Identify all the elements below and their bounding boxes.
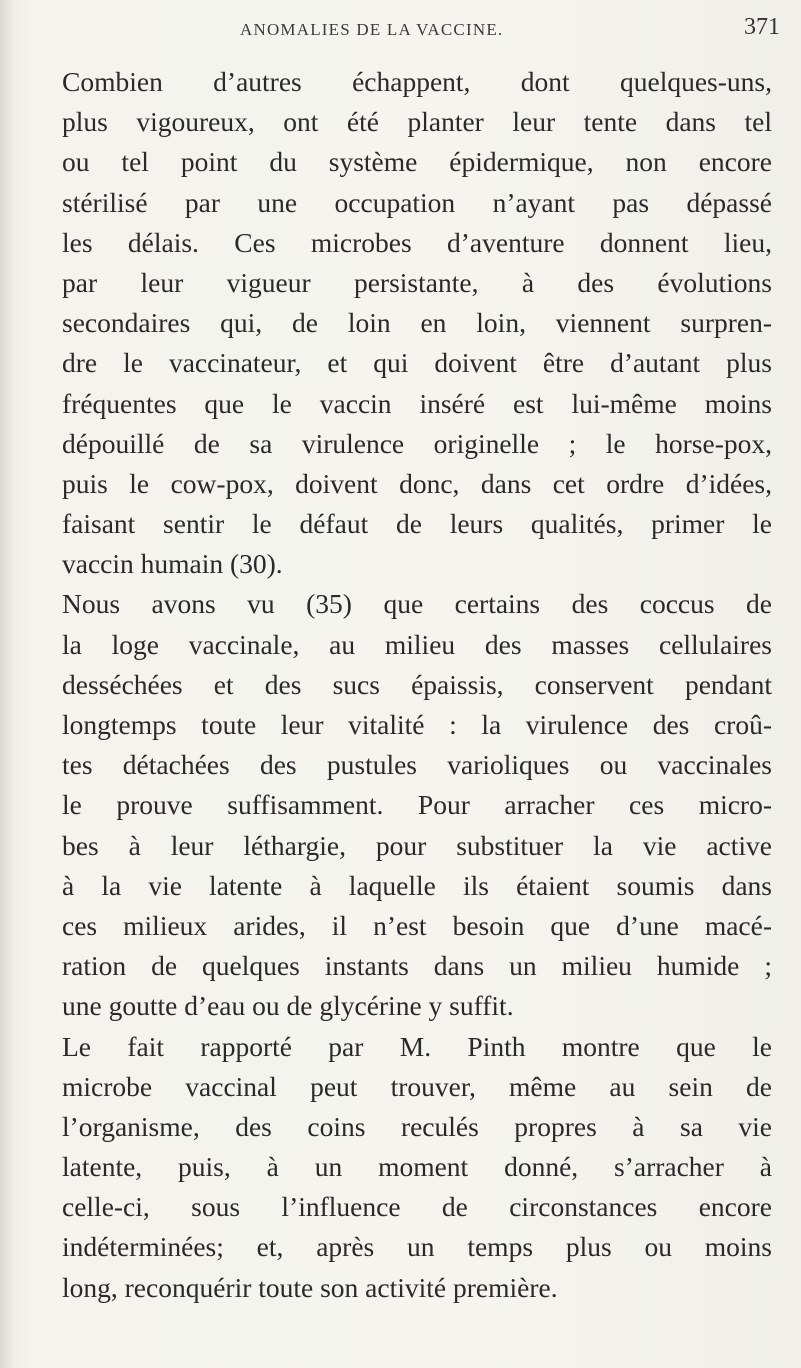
text-line: faisant sentir le défaut de leurs qualités, primer le bbox=[62, 508, 772, 540]
page-number: 371 bbox=[744, 14, 780, 40]
text-line: stérilisé par une occupation n’ayant pas dépassé bbox=[62, 186, 772, 218]
text-line: Nous avons vu (35) que certains des coccus de bbox=[62, 588, 772, 620]
page-gutter-shadow bbox=[0, 0, 14, 1368]
text-line: latente, puis, à un moment donné, s’arracher à bbox=[62, 1151, 772, 1183]
text-line: les délais. Ces microbes d’aventure donnent lieu, bbox=[62, 226, 772, 258]
text-line: long, reconquérir toute son activité première. bbox=[62, 1271, 558, 1303]
text-line: l’organisme, des coins reculés propres à sa vie bbox=[62, 1110, 772, 1142]
text-line: à la vie latente à laquelle ils étaient soumis dans bbox=[62, 869, 772, 901]
text-line: ces milieux arides, il n’est besoin que d’une macé- bbox=[62, 909, 772, 941]
text-line: desséchées et des sucs épaissis, conservent pendant bbox=[62, 668, 772, 700]
text-line: secondaires qui, de loin en loin, viennent surpren- bbox=[62, 307, 772, 339]
text-line: ou tel point du système épidermique, non encore bbox=[62, 146, 772, 178]
text-line: microbe vaccinal peut trouver, même au sein de bbox=[62, 1070, 772, 1102]
text-line: la loge vaccinale, au milieu des masses cellulaires bbox=[62, 628, 772, 660]
text-line: plus vigoureux, ont été planter leur tente dans tel bbox=[62, 106, 772, 138]
text-line: Combien d’autres échappent, dont quelques-uns, bbox=[62, 66, 772, 97]
text-line: tes détachées des pustules varioliques ou vaccinales bbox=[62, 749, 772, 781]
text-line: dépouillé de sa virulence originelle ; le horse-pox, bbox=[62, 427, 772, 459]
text-line: puis le cow-pox, doivent donc, dans cet ordre d’idées, bbox=[62, 467, 772, 499]
text-line: longtemps toute leur vitalité : la virulence des croû- bbox=[62, 709, 772, 740]
text-line: indéterminées; et, après un temps plus ou moins bbox=[62, 1231, 772, 1263]
running-head: ANOMALIES DE LA VACCINE. bbox=[240, 20, 504, 39]
text-line: bes à leur léthargie, pour substituer la vie active bbox=[62, 829, 772, 861]
text-line: ration de quelques instants dans un milieu humide ; bbox=[62, 950, 772, 982]
text-line: celle-ci, sous l’influence de circonstances encore bbox=[62, 1191, 772, 1223]
text-line: Le fait rapporté par M. Pinth montre que le bbox=[62, 1030, 772, 1062]
text-line: le prouve suffisamment. Pour arracher ces micro- bbox=[62, 789, 772, 821]
text-line: vaccin humain (30). bbox=[62, 548, 283, 580]
text-line: une goutte d’eau ou de glycérine y suffit. bbox=[62, 990, 514, 1022]
body-text bbox=[62, 62, 772, 1308]
text-line: par leur vigueur persistante, à des évolutions bbox=[62, 266, 772, 298]
text-line: fréquentes que le vaccin inséré est lui-même moins bbox=[62, 387, 772, 419]
text-line: dre le vaccinateur, et qui doivent être d’autant plus bbox=[62, 347, 772, 379]
